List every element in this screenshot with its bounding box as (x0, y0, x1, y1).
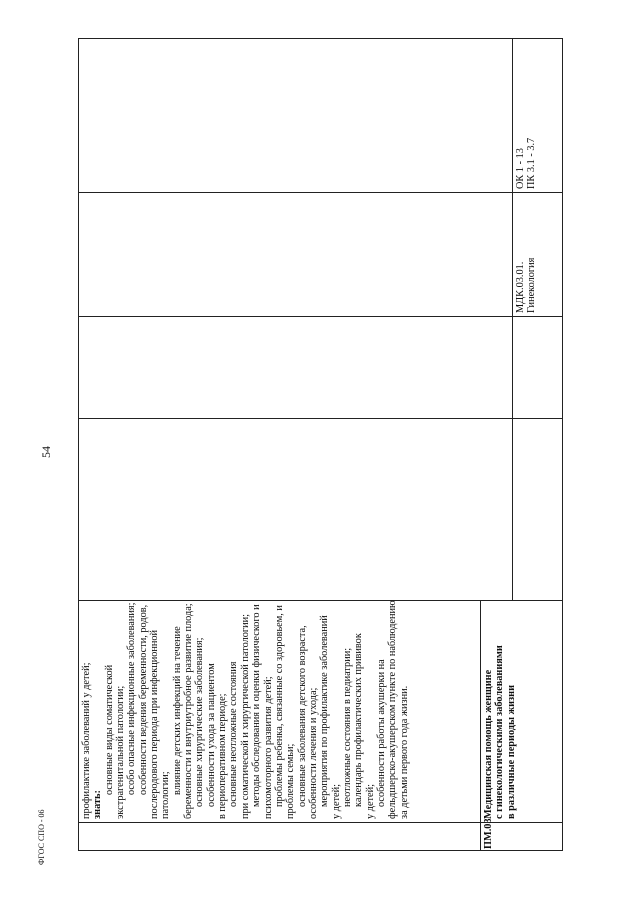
mdk-line: Гинекология (526, 257, 538, 313)
knowledge-line: экстрагенитальной патологии; (115, 685, 127, 819)
module-title-line: с гинекологическими заболеваниями (494, 645, 506, 819)
knowledge-line: особенности работы акушерки на (375, 659, 387, 807)
knowledge-line: основные неотложные состояния (228, 661, 240, 807)
knowledge-line: проблемы ребенка, связанные со здоровьем, и (273, 605, 285, 807)
module-code-cell: ПМ.03 (483, 818, 494, 849)
knowledge-line: основные хирургические заболевания; (194, 637, 206, 807)
curriculum-table (78, 38, 563, 851)
column-divider (78, 192, 563, 193)
knowledge-line: особенности ведения беременности, родов, (137, 604, 149, 795)
knowledge-line: психомоторного развития детей; (262, 676, 274, 819)
knowledge-line: беременности и внутриутробное развитие плода; (183, 603, 195, 819)
column-divider (78, 418, 563, 419)
knowledge-line: неотложные состояния в педиатрии; (341, 647, 353, 807)
module-title-cell (480, 601, 563, 823)
competency-line: ПК 3.1 - 3.7 (526, 137, 538, 189)
module-title-line: Медицинская помощь женщине (483, 669, 494, 819)
knowledge-list (81, 600, 410, 819)
page-number: 54 (39, 446, 53, 458)
mdk-line: МДК.03.01. (515, 261, 526, 313)
module-title-line: в различные периоды жизни (505, 684, 517, 819)
knowledge-line: особо опасные инфекционные заболевания; (126, 602, 138, 795)
knowledge-line: при соматической и хирургической патологии; (239, 614, 251, 819)
mdk-cell (512, 193, 563, 317)
competency-codes (515, 42, 538, 189)
column-divider (78, 316, 563, 317)
knowledge-line: методы обследования и оценки физического и (251, 604, 263, 807)
knowledge-line: влияние детских инфекций на течение (171, 626, 183, 795)
competency-cell (512, 38, 563, 193)
competency-line: ОК 1 - 13 (515, 148, 526, 189)
knowledge-line: у детей; (330, 784, 342, 819)
knowledge-line: в периоперативном периоде; (217, 693, 229, 819)
footer-code: ФГОС СПО - 06 (37, 809, 46, 865)
knowledge-content-cell (78, 601, 480, 823)
knowledge-line: за детьми первого года жизни. (398, 685, 410, 819)
knowledge-line: календарь профилактических прививок (353, 633, 365, 807)
knowledge-line: мероприятия по профилактике заболеваний (319, 615, 331, 807)
knowledge-line: основные виды соматической (103, 664, 115, 795)
knowledge-line: профилактике заболеваний у детей; (81, 662, 92, 819)
knowledge-line: основные заболевания детского возраста, (296, 625, 308, 807)
knowledge-line: проблемы семьи; (285, 743, 297, 819)
knowledge-line: послеродового периода при инфекционной (149, 629, 161, 819)
curriculum-table-wrapper (78, 38, 563, 851)
knowledge-line: у детей; (364, 784, 376, 819)
module-title (483, 605, 517, 819)
knowledge-line: фельдшерско-акушерском пункте по наблюдению (387, 600, 399, 819)
knowledge-line: патологии; (160, 771, 172, 819)
knowledge-line: особенности ухода за пациентом (205, 663, 217, 807)
mdk-label (515, 197, 538, 313)
knowledge-line: особенности лечения и ухода; (307, 687, 319, 819)
knowledge-line: знать: (92, 790, 104, 819)
